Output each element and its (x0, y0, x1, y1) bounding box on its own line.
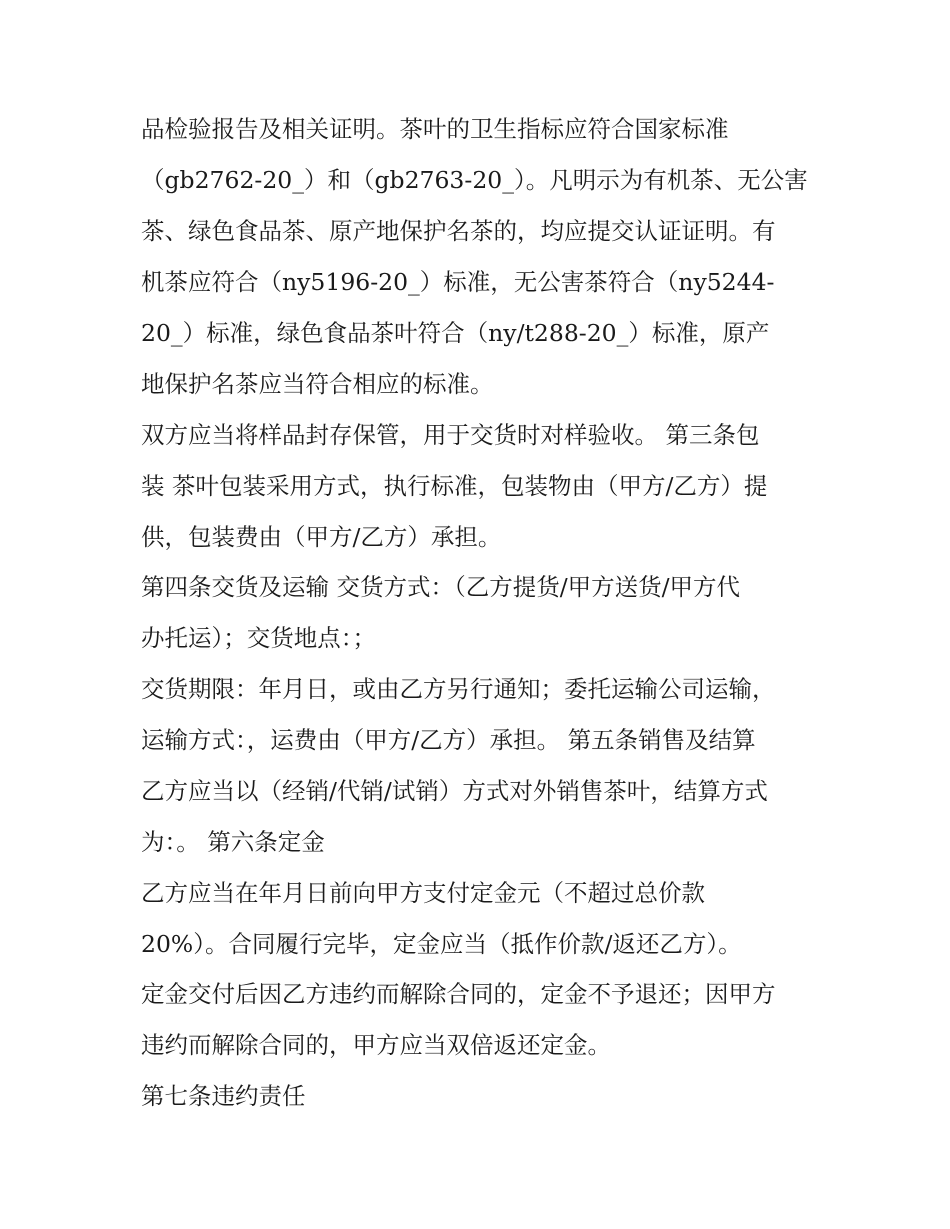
text-line: 第四条交货及运输 交货方式：（乙方提货/甲方送货/甲方代 (141, 573, 741, 601)
text-line: 乙方应当以（经销/代销/试销）方式对外销售茶叶，结算方式 (141, 777, 768, 805)
text-line: 办托运）；交货地点：； (141, 624, 376, 652)
text-line: 乙方应当在年月日前向甲方支付定金元（不超过总价款 (141, 879, 705, 907)
text-line: 20_）标准，绿色食品茶叶符合（ny/t288-20_）标准，原产 (141, 319, 770, 347)
text-line: 第七条违约责任 (141, 1082, 306, 1110)
text-line: 违约而解除合同的，甲方应当双倍返还定金。 (141, 1031, 611, 1059)
text-line: 为：。 第六条定金 (141, 828, 325, 856)
text-line: 机茶应符合（ny5196-20_）标准，无公害茶符合（ny5244- (141, 268, 775, 296)
text-line: 茶、绿色食品茶、原产地保护名茶的，均应提交认证证明。有 (141, 217, 776, 245)
text-line: 20%）。合同履行完毕，定金应当（抵作价款/返还乙方）。 (141, 930, 742, 958)
text-line: 交货期限：年月日，或由乙方另行通知；委托运输公司运输， (141, 675, 776, 703)
text-line: 供，包装费由（甲方/乙方）承担。 (141, 523, 502, 551)
text-line: 品检验报告及相关证明。茶叶的卫生指标应符合国家标准 (141, 115, 729, 143)
text-line: 双方应当将样品封存保管，用于交货时对样验收。 第三条包 (141, 421, 760, 449)
text-line: 地保护名茶应当符合相应的标准。 (141, 370, 494, 398)
text-line: 定金交付后因乙方违约而解除合同的，定金不予退还；因甲方 (141, 980, 776, 1008)
text-line: 装 茶叶包装采用方式，执行标准，包装物由（甲方/乙方）提 (141, 472, 768, 500)
text-line: （gb2762-20_）和（gb2763-20_）。凡明示为有机茶、无公害 (141, 166, 808, 194)
text-line: 运输方式：，运费由（甲方/乙方）承担。 第五条销售及结算 (141, 726, 756, 754)
